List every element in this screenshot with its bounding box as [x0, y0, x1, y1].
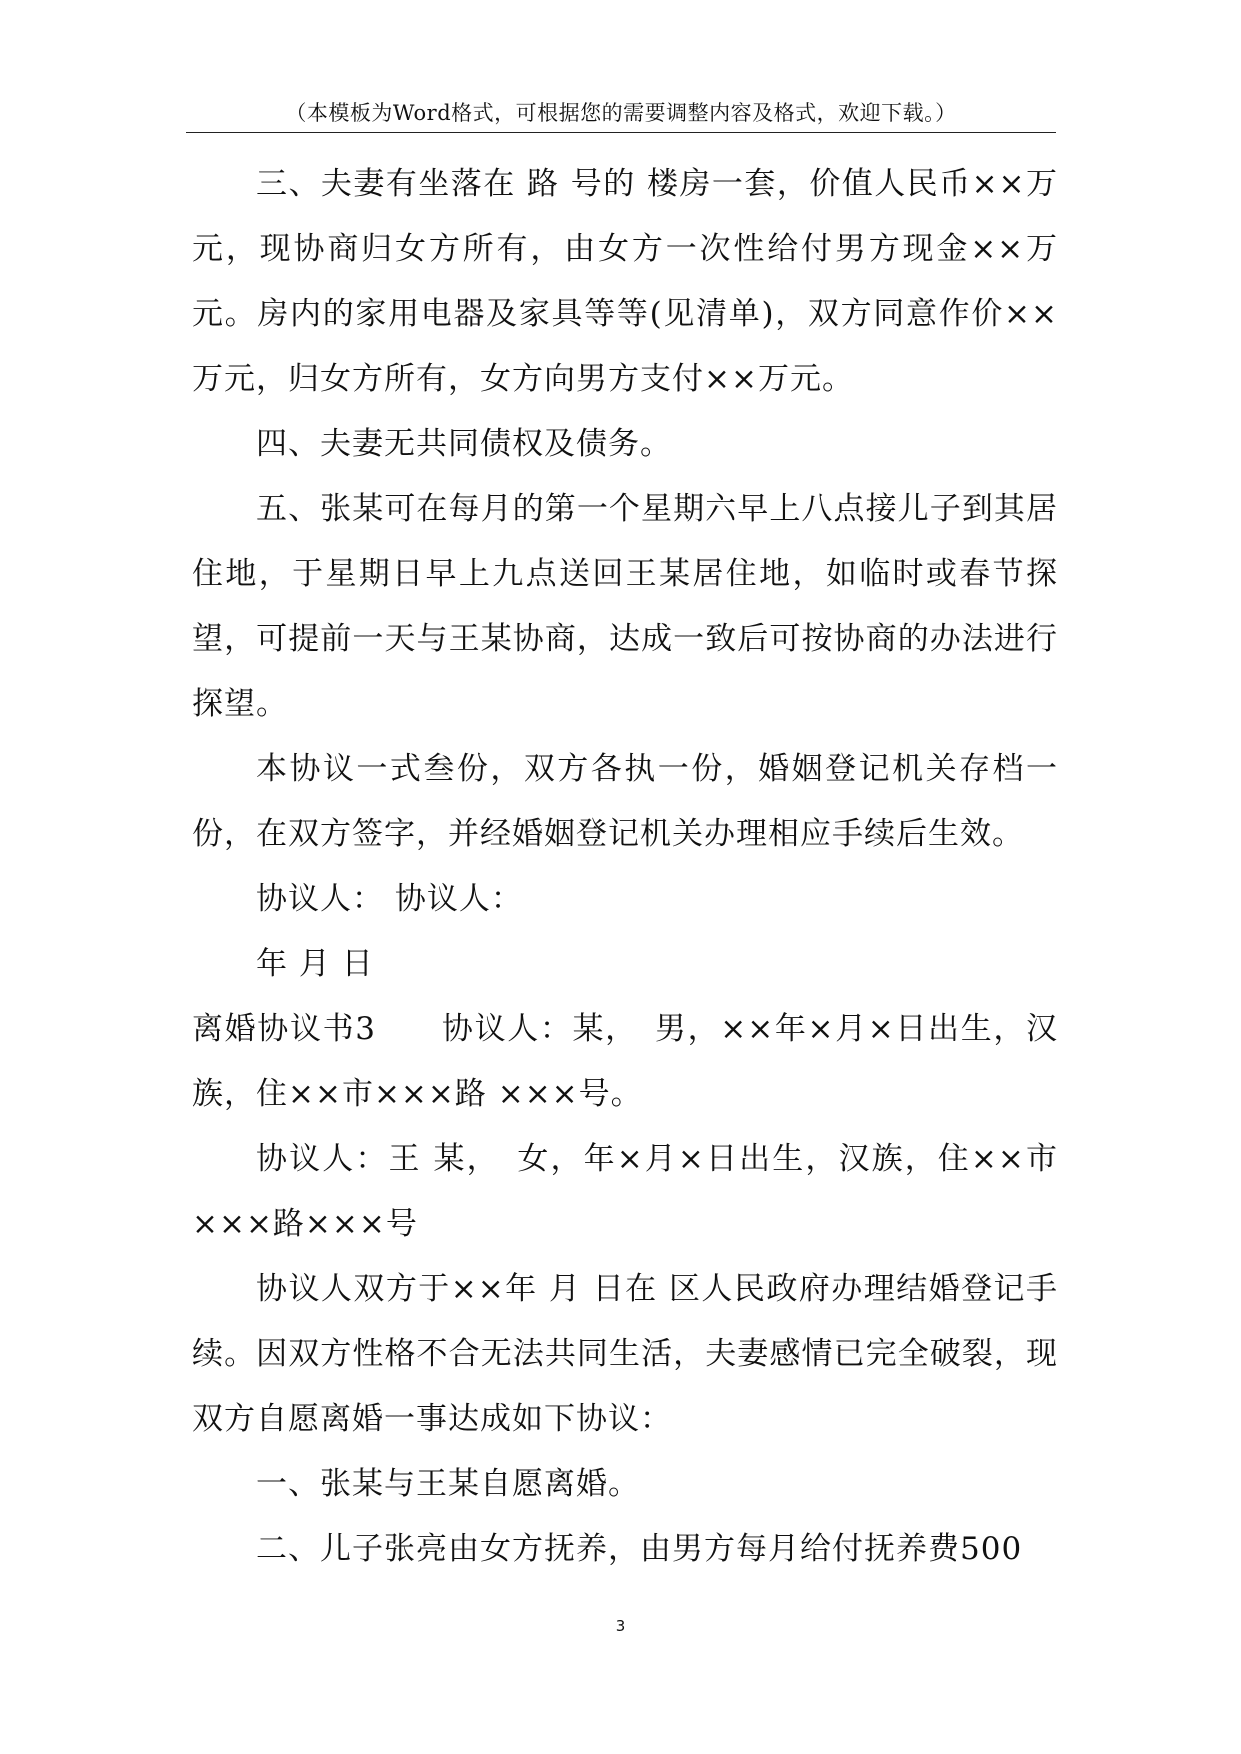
agreement-3-clause-two: 二、儿子张亮由女方抚养，由男方每月给付抚养费500: [256, 1531, 1023, 1567]
template-note-header: （本模板为Word格式，可根据您的需要调整内容及格式，欢迎下载。）: [285, 101, 957, 125]
agreement-3-preamble: 协议人双方于××年 月 日在 区人民政府办理结婚登记手续。因双方性格不合无法共同生活，夫妻感情已完全破裂，现双方自愿离婚一事达成如下协议：: [192, 1271, 1058, 1437]
date-line: 年 月 日: [256, 946, 374, 982]
agreement-3-party-one: 离婚协议书3 协议人：某， 男，××年×月×日出生，汉族，住××市×××路 ×××号。: [192, 1011, 1058, 1112]
paragraph-property-clause: 三、夫妻有坐落在 路 号的 楼房一套，价值人民币××万元，现协商归女方所有，由女方一次性给付男方现金××万元。房内的家用电器及家具等等(见清单)，双方同意作价××万元，归女方所有，女方向男方支付××万元。: [192, 166, 1058, 397]
page-number: 3: [615, 1617, 626, 1635]
document-body: [192, 152, 1058, 1582]
header-divider: [186, 132, 1056, 133]
signature-line: 协议人： 协议人：: [256, 881, 523, 917]
paragraph-debt-clause: 四、夫妻无共同债权及债务。: [256, 426, 672, 462]
agreement-3-party-two: 协议人：王 某， 女，年×月×日出生，汉族，住××市×××路×××号: [192, 1141, 1058, 1242]
paragraph-copies-clause: 本协议一式叁份，双方各执一份，婚姻登记机关存档一份，在双方签字，并经婚姻登记机关办理相应手续后生效。: [192, 751, 1058, 852]
agreement-3-clause-one: 一、张某与王某自愿离婚。: [256, 1466, 640, 1502]
paragraph-visitation-clause: 五、张某可在每月的第一个星期六早上八点接儿子到其居住地，于星期日早上九点送回王某居住地，如临时或春节探望，可提前一天与王某协商，达成一致后可按协商的办法进行探望。: [192, 491, 1058, 722]
